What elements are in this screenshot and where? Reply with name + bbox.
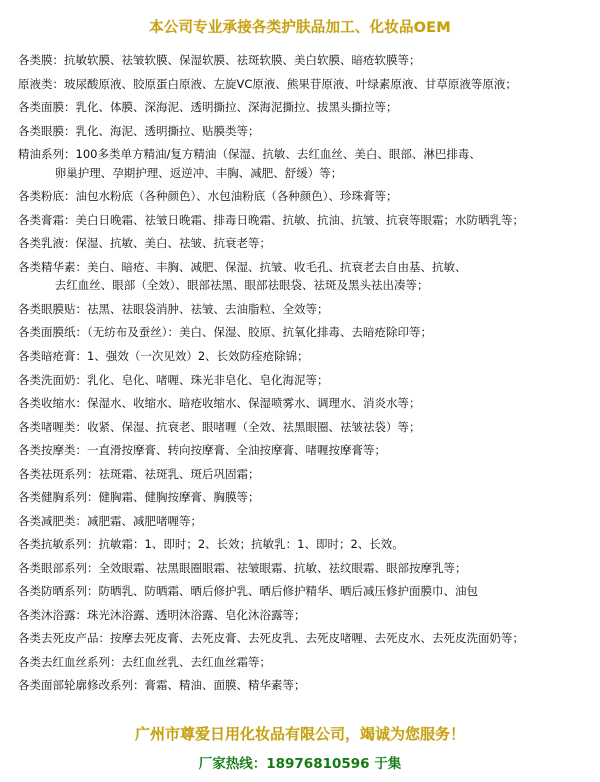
list-item: 各类精华素：美白、暗疮、丰胸、减肥、保湿、抗皱、收毛孔、抗衰老去自由基、抗敏、 — [18, 259, 467, 274]
list-item: 各类收缩水：保湿水、收缩水、暗疮收缩水、保湿喷雾水、调理水、消炎水等； — [18, 396, 421, 411]
company-slogan: 广州市尊爱日用化妆品有限公司，竭诚为您服务！ — [134, 725, 465, 744]
list-item: 各类眼膜贴：祛黑、祛眼袋消肿、祛皱、去油脂粒、全效等； — [18, 301, 329, 316]
page-footer — [0, 723, 600, 782]
list-item: 精油系列：100多类单方精油/复方精油（保湿、抗敏、去红血丝、美白、眼部、淋巴排毒、 — [18, 147, 481, 162]
list-item: 各类按摩类：一直滑按摩膏、转向按摩膏、全油按摩膏、啫喱按摩膏等； — [18, 443, 386, 458]
list-item: 各类洗面奶：乳化、皂化、啫喱、珠光非皂化、皂化海泥等； — [18, 372, 329, 387]
list-item: 各类眼部系列：全效眼霜、祛黑眼圈眼霜、祛皱眼霜、抗敏、祛纹眼霜、眼部按摩乳等； — [18, 560, 467, 575]
list-item: 各类减肥类：减肥霜、减肥啫喱等； — [18, 513, 202, 528]
list-item: 各类去红血丝系列：去红血丝乳、去红血丝霜等； — [18, 654, 271, 669]
list-item-continuation: 卵巢护理、孕期护理、返逆冲、丰胸、减肥、舒缓）等； — [54, 165, 343, 180]
list-item: 各类啫喱类：收紧、保湿、抗衰老、眼啫喱（全效、祛黑眼圈、祛皱祛袋）等； — [18, 419, 421, 434]
product-list — [12, 52, 588, 694]
list-item: 各类膜：抗敏软膜、祛皱软膜、保湿软膜、祛斑软膜、美白软膜、暗疮软膜等； — [18, 53, 421, 68]
list-item: 各类乳液：保湿、抗敏、美白、祛皱、抗衰老等； — [18, 236, 271, 251]
list-item: 各类眼膜：乳化、海泥、透明撕拉、贴膜类等； — [18, 123, 260, 138]
list-item: 各类去死皮产品：按摩去死皮膏、去死皮膏、去死皮乳、去死皮啫喱、去死皮水、去死皮洗面奶等； — [18, 631, 524, 646]
list-item: 各类暗疮膏：1、强效（一次见效）2、长效防痊疮除锦； — [18, 349, 309, 363]
list-item: 各类祛斑系列：祛斑霜、祛斑乳、斑后巩固霜； — [18, 466, 260, 481]
list-item: 各类面膜：乳化、体膜、深海泥、透明撕拉、深海泥撕拉、拔黑头撕拉等； — [18, 100, 398, 115]
list-item: 各类防晒系列：防晒乳、防晒霜、晒后修护乳、晒后修护精华、晒后减压修护面膜巾、油包 — [18, 584, 478, 599]
list-item: 各类面膜纸：（无纺布及蚕丝）：美白、保湿、胶原、抗氧化排毒、去暗疮除印等； — [18, 325, 432, 340]
list-item: 各类沐浴露：珠光沐浴露、透明沐浴露、皂化沐浴露等； — [18, 607, 306, 622]
list-item: 原液类：玻尿酸原液、胶原蛋白原液、左旋VC原液、熊果苷原液、叶绿素原液、甘草原液等原液； — [18, 76, 517, 91]
list-item-continuation: 去红血丝、眼部（全效）、眼部祛黑、眼部祛眼袋、祛斑及黑头祛出凑等； — [54, 278, 429, 293]
list-item: 各类粉底：油包水粉底（各种颜色）、水包油粉底（各种颜色）、珍珠膏等； — [18, 189, 398, 204]
list-item: 各类膏霜：美白日晚霜、祛皱日晚霜、排毒日晚霜、抗敏、抗油、抗皱、抗衰等眼霜；水防晒乳等； — [18, 212, 524, 227]
list-item: 各类健胸系列：健胸霜、健胸按摩膏、胸膜等； — [18, 490, 260, 505]
list-item: 各类抗敏系列：抗敏霜：1、即时；2、长效；抗敏乳：1、即时；2、长效。 — [18, 537, 404, 552]
page-title: 本公司专业承接各类护肤品加工、化妆品OEM — [149, 20, 451, 36]
hotline-text: 厂家热线：18976810596 于集 — [198, 755, 402, 772]
list-item: 各类面部轮廓修改系列：膏霜、精油、面膜、精华素等； — [18, 678, 306, 693]
